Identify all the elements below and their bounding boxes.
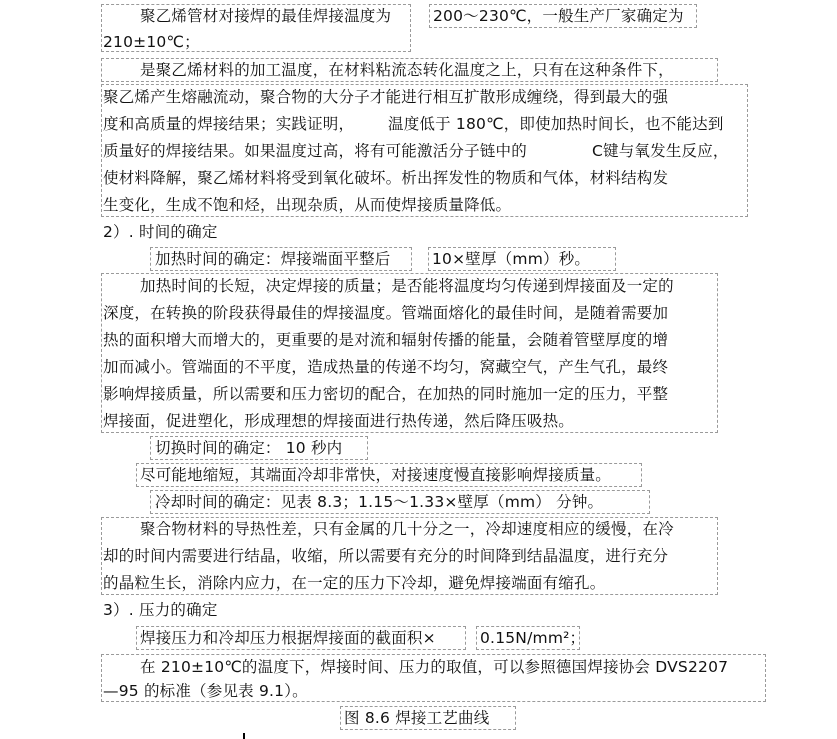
p4-line3: 的晶粒生长，消除内应力，在一定的压力下冷却，避免焊接端面有缩孔。 (103, 574, 606, 592)
p3-line2: 深度，在转换的阶段获得最佳的焊接温度。管端面熔化的最佳时间，是随着需要加 (103, 304, 669, 322)
p3-line3: 热的面积增大而增大的，更重要的是对流和辐射传播的能量，会随着管壁厚度的增 (103, 331, 669, 349)
p2-line3b: 温度低于 180℃，即使加热时间长，也不能达到 (388, 115, 724, 133)
heat-label: 加热时间的确定：焊接端面平整后 (155, 250, 391, 268)
p2-line4a: 质量好的焊接结果。如果温度过高，将有可能激活分子链中的 (103, 142, 527, 160)
switch-time: 切换时间的确定： 10 秒内 (155, 439, 343, 457)
p5-line2: —95 的标准（参见表 9.1）。 (103, 682, 308, 700)
p4-line2: 却的时间内需要进行结晶，收缩，所以需要有充分的时间降到结晶温度，进行充分 (103, 547, 669, 565)
p1-line2: 210±10℃； (103, 33, 200, 51)
shorten-note: 尽可能地缩短，其端面冷却非常快，对接速度慢直接影响焊接质量。 (140, 466, 612, 484)
p3-line1: 加热时间的长短，决定焊接的质量；是否能将温度均匀传递到焊接面及一定的 (140, 277, 674, 295)
heat-value: 10×壁厚（mm）秒。 (432, 250, 591, 268)
figure-axis-tip (243, 733, 245, 739)
frame-p3 (101, 273, 718, 433)
section-heading-pressure: 3）. 压力的确定 (103, 601, 218, 619)
p4-line1: 聚合物材料的导热性差，只有金属的几十分之一，冷却速度相应的缓慢，在冷 (140, 520, 674, 538)
p2-line3a: 度和高质量的焊接结果；实践证明， (103, 115, 355, 133)
p3-line4: 加而减小。管端面的不平度，造成热量的传递不均匀，窝藏空气，产生气孔，最终 (103, 358, 669, 376)
p1-line1: 聚乙烯管材对接焊的最佳焊接温度为 (140, 7, 392, 25)
press-label: 焊接压力和冷却压力根据焊接面的截面积× (140, 629, 436, 647)
section-heading-time: 2）. 时间的确定 (103, 223, 218, 241)
cool-time: 冷却时间的确定：见表 8.3；1.15～1.33×壁厚（mm） 分钟。 (155, 493, 604, 511)
press-value: 0.15N/mm²； (480, 629, 586, 647)
p2-line2: 聚乙烯产生熔融流动，聚合物的大分子才能进行相互扩散形成缠绕，得到最大的强 (103, 88, 669, 106)
p1-value: 200～230℃，一般生产厂家确定为 (433, 7, 684, 25)
p2-line4b: C键与氧发生反应， (592, 142, 729, 160)
figure-caption: 图 8.6 焊接工艺曲线 (344, 709, 490, 727)
p3-line5: 影响焊接质量，所以需要和压力密切的配合，在加热的同时施加一定的压力，平整 (103, 385, 669, 403)
p3-line6: 焊接面，促进塑化，形成理想的焊接面进行热传递，然后降压吸热。 (103, 412, 575, 430)
p2-line5: 使材料降解，聚乙烯材料将受到氧化破坏。析出挥发性的物质和气体，材料结构发 (103, 169, 669, 187)
p2-line6: 生变化，生成不饱和烃，出现杂质，从而使焊接质量降低。 (103, 196, 512, 214)
p2-line1: 是聚乙烯材料的加工温度，在材料粘流态转化温度之上，只有在这种条件下， (140, 61, 674, 79)
p5-line1: 在 210±10℃的温度下，焊接时间、压力的取值，可以参照德国焊接协会 DVS2207 (140, 658, 729, 676)
